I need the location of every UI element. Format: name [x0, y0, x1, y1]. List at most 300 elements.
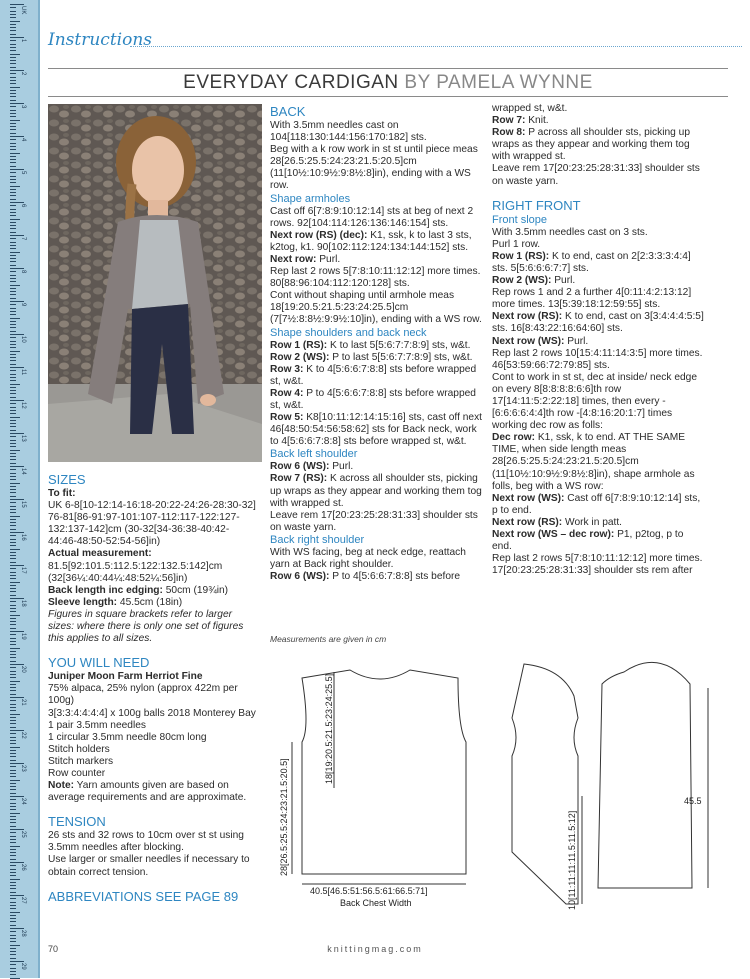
tension-heading: TENSION [48, 814, 106, 830]
ruler-tick [10, 235, 24, 236]
ruler-tick [10, 651, 16, 652]
sizes-heading: SIZES [48, 472, 86, 487]
tension-line: Use larger or smaller needles if necessary to obtain correct tension. [48, 854, 250, 878]
ruler-tick [10, 789, 16, 790]
row-label: Row 6 (WS): [270, 571, 330, 583]
ruler-tick [10, 892, 16, 893]
right-front-heading: RIGHT FRONT [492, 197, 581, 213]
ruler-tick [10, 902, 16, 903]
ruler-tick [10, 311, 16, 312]
right-column [492, 103, 704, 577]
yarn-name: Juniper Moon Farm Herriot Fine [48, 671, 203, 683]
instruction-text: With 3.5mm needles cast on 3 sts. [492, 226, 648, 238]
ruler-tick [10, 367, 24, 368]
row-label: Next row (WS – dec row): [492, 529, 615, 540]
front-width-label: 10[11:11:11:11.5:11.5:12] [567, 810, 577, 910]
ruler-tick [10, 133, 16, 134]
instruction-text: With WS facing, beg at neck edge, reattach yarn at Back right shoulder. [270, 546, 466, 570]
ruler-tick [10, 357, 16, 358]
ruler-tick [10, 205, 16, 206]
ruler-tick [10, 37, 24, 38]
row-label: Row 6 (WS): [270, 461, 330, 473]
ruler-tick [10, 641, 16, 642]
ruler-tick [10, 780, 20, 781]
ruler-tick [10, 819, 16, 820]
ruler-tick [10, 374, 16, 375]
instruction-text: Purl 1 row. [492, 238, 541, 250]
ruler-tick [10, 370, 16, 371]
ruler-tick [10, 951, 16, 952]
ruler-tick [10, 925, 16, 926]
ruler-label: 23 [20, 765, 26, 772]
actual-measurement-label: Actual measurement: [48, 548, 152, 560]
ruler-tick [10, 212, 16, 213]
ruler-tick [10, 4, 24, 5]
need-line: 3[3:3:4:4:4:4] x 100g balls 2018 Monterey Bay [48, 707, 256, 719]
armholes-heading: Shape armholes [270, 192, 351, 205]
ruler-tick [10, 733, 16, 734]
ruler-tick [10, 588, 16, 589]
ruler-tick [10, 562, 16, 563]
ruler-label: 4 [20, 138, 26, 142]
ruler-tick [10, 648, 20, 649]
ruler-tick [10, 667, 16, 668]
ruler-tick [10, 852, 16, 853]
ruler-tick [10, 684, 16, 685]
ruler-tick [10, 720, 16, 721]
front-slope-heading: Front slope [492, 213, 548, 226]
ruler-tick [10, 961, 24, 962]
ruler-label: 9 [20, 303, 26, 307]
ruler-label: 8 [20, 270, 26, 274]
ruler-tick [10, 839, 16, 840]
ruler-label: 27 [20, 897, 26, 904]
ruler-label: 1 [20, 39, 26, 43]
ruler-tick [10, 555, 16, 556]
ruler-tick [10, 44, 16, 45]
ruler-tick [10, 308, 16, 309]
ruler-tick [10, 129, 16, 130]
ruler-tick [10, 618, 16, 619]
ruler-tick [10, 552, 16, 553]
instruction-text: wrapped st, w&t. [492, 103, 568, 114]
back-left-shoulder-heading: Back left shoulder [270, 448, 358, 461]
ruler-tick [10, 492, 16, 493]
ruler-label: 7 [20, 237, 26, 241]
back-length-value: 50cm (19¾in) [162, 584, 229, 596]
row-label: Row 7 (RS): [270, 473, 328, 485]
ruler-tick [10, 113, 16, 114]
ruler-tick [10, 146, 16, 147]
ruler-tick [10, 898, 16, 899]
ruler-label: 17 [20, 567, 26, 574]
ruler-tick [10, 281, 16, 282]
ruler-tick [10, 410, 16, 411]
ruler-label: UK [20, 6, 26, 15]
ruler-tick [10, 182, 16, 183]
ruler-tick [10, 832, 16, 833]
ruler-tick [10, 842, 16, 843]
ruler-tick [10, 27, 16, 28]
ruler-tick [10, 954, 16, 955]
ruler-tick [10, 50, 16, 51]
ruler-label: 12 [20, 402, 26, 409]
ruler-tick [10, 413, 16, 414]
ruler-tick [10, 747, 20, 748]
pattern-name: EVERYDAY CARDIGAN [183, 72, 399, 93]
ruler-tick [10, 740, 16, 741]
row-label: Row 5: [270, 412, 304, 424]
ruler-tick [10, 47, 16, 48]
sleeve-length-value: 45.5cm (18in) [117, 596, 183, 608]
ruler-tick [10, 869, 16, 870]
ruler-tick [10, 710, 16, 711]
back-length-label: Back length inc edging: [48, 584, 163, 596]
ruler-tick [10, 73, 16, 74]
ruler-label: 28 [20, 930, 26, 937]
ruler-tick [10, 420, 16, 421]
ruler-tick [10, 539, 16, 540]
ruler-tick [10, 351, 20, 352]
sleeve-length-label: Sleeve length: [48, 596, 118, 608]
ruler-tick [10, 294, 16, 295]
ruler-tick [10, 192, 16, 193]
ruler-tick [10, 407, 16, 408]
ruler-tick [10, 327, 16, 328]
ruler-tick [10, 737, 16, 738]
sleeve-outline [598, 662, 692, 888]
ruler-tick [10, 440, 16, 441]
ruler-tick [10, 591, 16, 592]
ruler-tick [10, 826, 16, 827]
shoulders-heading: Shape shoulders and back neck [270, 326, 427, 339]
ruler-label: 26 [20, 864, 26, 871]
ruler-tick [10, 687, 16, 688]
ruler-tick [10, 473, 16, 474]
row-label: Next row (RS): [492, 516, 563, 528]
ruler-label: 25 [20, 831, 26, 838]
ruler-tick [10, 268, 24, 269]
ruler-label: 24 [20, 798, 26, 805]
ruler-tick [10, 30, 16, 31]
ruler-tick [10, 77, 16, 78]
ruler-label: 5 [20, 171, 26, 175]
ruler-tick [10, 796, 24, 797]
ruler-tick [10, 301, 24, 302]
ruler-tick [10, 489, 16, 490]
ruler-tick [10, 195, 16, 196]
ruler-tick [10, 476, 16, 477]
ruler-tick [10, 331, 16, 332]
ruler-tick [10, 337, 16, 338]
ruler-tick [10, 756, 16, 757]
row-text: Work in patt. [562, 516, 623, 528]
ruler-tick [10, 743, 16, 744]
ruler-tick [10, 291, 16, 292]
need-line: 1 pair 3.5mm needles [48, 719, 146, 731]
ruler-tick [10, 169, 24, 170]
ruler-tick [10, 634, 16, 635]
ruler-tick [10, 318, 20, 319]
ruler-tick [10, 605, 16, 606]
ruler-tick [10, 885, 16, 886]
ruler-tick [10, 608, 16, 609]
row-text: K8[10:11:12:14:15:16] sts, cast off next 46[48:50:54:56:58:62] sts for Back neck, work to 4[5:6:6:7:8:8] sts before wrapped st, w&t. [270, 412, 482, 448]
figures-note: Figures in square brackets refer to larger sizes: where there is only one set of figures this applies to all sizes. [48, 608, 244, 645]
ruler-tick [10, 70, 24, 71]
ruler-label: 21 [20, 699, 26, 706]
ruler-tick [10, 255, 16, 256]
ruler-tick [10, 222, 16, 223]
need-line: Stitch holders [48, 743, 110, 755]
middle-column [270, 100, 482, 583]
sleeve-length-label: 45.5 [684, 796, 702, 806]
ruler-tick [10, 403, 16, 404]
ruler-tick [10, 496, 16, 497]
ruler-tick [10, 671, 16, 672]
ruler-tick [10, 126, 16, 127]
ruler-tick [10, 288, 16, 289]
ruler-tick [10, 215, 16, 216]
ruler-tick [10, 390, 16, 391]
ruler-tick [10, 17, 16, 18]
ruler-label: 6 [20, 204, 26, 208]
ruler-tick [10, 393, 16, 394]
ruler-tick [10, 806, 16, 807]
ruler-tick [10, 136, 24, 137]
ruler-tick [10, 935, 16, 936]
ruler-tick [10, 479, 16, 480]
ruler-tick [10, 948, 16, 949]
ruler-tick [10, 232, 16, 233]
ruler-tick [10, 750, 16, 751]
ruler-tick [10, 915, 16, 916]
ruler-tick [10, 582, 20, 583]
ruler-tick [10, 100, 16, 101]
instruction-label: Next row (RS) (dec): [270, 229, 368, 241]
ruler-tick [10, 344, 16, 345]
ruler-tick [10, 502, 16, 503]
ruler-tick [10, 225, 16, 226]
ruler-tick [10, 931, 16, 932]
ruler-label: 14 [20, 468, 26, 475]
row-label: Row 2 (WS): [492, 275, 552, 287]
ruler-tick [10, 139, 16, 140]
need-line: Stitch markers [48, 755, 114, 767]
row-text: K to end, cast on 3[3:4:4:4:5:5] sts. 16[8:43:22:16:64:60] sts. [492, 311, 704, 335]
ruler-tick [10, 278, 16, 279]
ruler-tick [10, 822, 16, 823]
note-text: Yarn amounts given are based on average requirements and are approximate. [48, 780, 247, 804]
row-text: P to 4[5:6:6:7:8:8] sts before wrapped st, w&t. [270, 387, 476, 411]
row-label: Dec row: [492, 432, 536, 444]
ruler-tick [10, 971, 16, 972]
ruler-tick [10, 199, 16, 200]
section-header: Instructions [48, 30, 152, 50]
ruler-tick [10, 945, 20, 946]
ruler-tick [10, 67, 16, 68]
ruler-tick [10, 753, 16, 754]
ruler-tick [10, 364, 16, 365]
ruler-tick [10, 499, 24, 500]
ruler-tick [10, 176, 16, 177]
row-label: Row 1 (RS): [492, 250, 550, 262]
ruler-tick [10, 360, 16, 361]
ruler-tick [10, 624, 16, 625]
armhole-label: 18[19:20.5:21.5:23:24:25.5] [324, 673, 334, 784]
ruler-tick [10, 426, 16, 427]
row-label: Row 2 (WS): [270, 351, 330, 363]
ruler-tick [10, 509, 16, 510]
ruler-tick [10, 242, 16, 243]
ruler-tick [10, 542, 16, 543]
ruler-tick [10, 809, 16, 810]
ruler-tick [10, 63, 16, 64]
ruler-tick [10, 958, 16, 959]
ruler-label: 10 [20, 336, 26, 343]
ruler-tick [10, 450, 20, 451]
ruler-tick [10, 83, 16, 84]
site-url: knittingmag.com [327, 944, 423, 954]
ruler-tick [10, 578, 16, 579]
ruler-tick [10, 631, 24, 632]
ruler-tick [10, 694, 16, 695]
row-text: Purl. [551, 275, 576, 287]
ruler-tick [10, 486, 16, 487]
schematic-diagram [262, 648, 732, 918]
ruler-tick [10, 321, 16, 322]
ruler-tick [10, 657, 16, 658]
chest-label: 40.5[46.5:51:56.5:61:66.5:71] [310, 886, 428, 896]
ruler-tick [10, 443, 16, 444]
ruler-tick [10, 387, 16, 388]
ruler-tick [10, 704, 16, 705]
instruction-text: Leave rem 17[20:23:25:28:31:33] shoulder sts on waste yarn. [492, 163, 700, 187]
ruler-tick [10, 159, 16, 160]
ruler-tick [10, 275, 16, 276]
ruler-tick [10, 93, 16, 94]
ruler-label: 11 [20, 369, 26, 376]
ruler-tick [10, 763, 24, 764]
ruler-label: 3 [20, 105, 26, 109]
ruler-tick [10, 836, 16, 837]
back-heading: BACK [270, 104, 306, 119]
ruler-tick [10, 153, 20, 154]
ruler-tick [10, 968, 16, 969]
ruler-tick [10, 166, 16, 167]
ruler-tick [10, 644, 16, 645]
page-title [48, 72, 728, 94]
ruler-tick [10, 697, 24, 698]
ruler-tick [10, 905, 16, 906]
ruler-tick [10, 882, 16, 883]
ruler-tick [10, 681, 20, 682]
ruler-tick [10, 304, 16, 305]
ruler-tick [10, 219, 20, 220]
ruler-tick [10, 519, 16, 520]
ruler-tick [10, 436, 16, 437]
ruler-tick [10, 384, 20, 385]
ruler-tick [10, 690, 16, 691]
ruler-tick [10, 298, 16, 299]
ruler-tick [10, 888, 16, 889]
ruler-tick [10, 664, 24, 665]
ruler-tick [10, 446, 16, 447]
to-fit-text: UK 6-8[10-12:14-16:18-20:22-24:26-28:30-32] 76-81[86-91:97-101:107-112:117-122:127-132:137-142]cm (30-32[34-36:38-40:42-44:46-48:50-52:54-56]in) [48, 500, 256, 548]
page-number: 70 [48, 944, 59, 954]
ruler-tick [10, 516, 20, 517]
ruler-label: 2 [20, 72, 26, 76]
instruction-text: Rep rows 1 and 2 a further 4[0:11:4:2:13:12] more times. 13[5:39:18:12:59:55] sts. [492, 287, 692, 311]
row-text: Cast off 6[7:8:9:10:12:14] sts, p to end. [492, 492, 701, 516]
ruler-tick [10, 87, 20, 88]
ruler-tick [10, 60, 16, 61]
ruler-tick [10, 110, 16, 111]
ruler-tick [10, 14, 16, 15]
ruler-tick [10, 816, 16, 817]
armhole-cast-off: Cast off 6[7:8:9:10:12:14] sts at beg of next 2 rows. 92[104:114:126:136:146:154] sts. [270, 205, 474, 229]
ruler-tick [10, 974, 16, 975]
row-label: Next row (RS): [492, 311, 563, 323]
row-text: P to 4[5:6:6:7:8:8] sts before [329, 571, 461, 583]
ruler-label: 15 [20, 501, 26, 508]
ruler-tick [10, 803, 16, 804]
instruction-text: Leave rem 17[20:23:25:28:31:33] shoulder sts on waste yarn. [270, 509, 478, 533]
ruler-tick [10, 568, 16, 569]
ruler-tick [10, 921, 16, 922]
ruler-tick [10, 525, 16, 526]
ruler-tick [10, 285, 20, 286]
ruler-tick [10, 918, 16, 919]
ruler-tick [10, 846, 20, 847]
ruler-tick [10, 261, 16, 262]
ruler-tick [10, 773, 16, 774]
ruler-tick [10, 908, 16, 909]
ruler-tick [10, 103, 24, 104]
ruler-tick [10, 162, 16, 163]
ruler-tick [10, 677, 16, 678]
ruler-tick [10, 760, 16, 761]
ruler-tick [10, 611, 16, 612]
ruler-tick [10, 459, 16, 460]
ruler-tick [10, 483, 20, 484]
ruler-tick [10, 674, 16, 675]
ruler-tick [10, 895, 24, 896]
abbreviations-heading: ABBREVIATIONS SEE PAGE 89 [48, 888, 239, 904]
ruler-tick [10, 123, 16, 124]
ruler-tick [10, 912, 20, 913]
to-fit-label: To fit: [48, 488, 76, 499]
row-text: P to last 5[5:6:7:7:8:9] sts, w&t. [329, 351, 473, 363]
ruler-tick [10, 786, 16, 787]
pattern-author: BY PAMELA WYNNE [404, 72, 593, 93]
ruler-tick [10, 575, 16, 576]
left-column [48, 468, 258, 905]
ruler-tick [10, 7, 16, 8]
ruler-tick [10, 628, 16, 629]
ruler-tick [10, 80, 16, 81]
ruler-tick [10, 862, 24, 863]
instruction-text: Rep last 2 rows 5[7:8:10:11:12:12] more times. 17[20:23:25:28:31:33] shoulder sts rem after [492, 553, 703, 577]
instruction-text: Cont without shaping until armhole meas 18[19:20.5:21.5:23:24:25.5]cm (7[7½:8:8½:9:9½:10]in), ending with a WS row. [270, 290, 482, 326]
need-line: 75% alpaca, 25% nylon (approx 422m per 100g) [48, 683, 238, 707]
ruler-tick [10, 615, 20, 616]
tension-line: 26 sts and 32 rows to 10cm over st st using 3.5mm needles after blocking. [48, 830, 244, 854]
ruler-tick [10, 466, 24, 467]
ruler-tick [10, 776, 16, 777]
ruler-tick [10, 793, 16, 794]
ruler-tick [10, 433, 24, 434]
